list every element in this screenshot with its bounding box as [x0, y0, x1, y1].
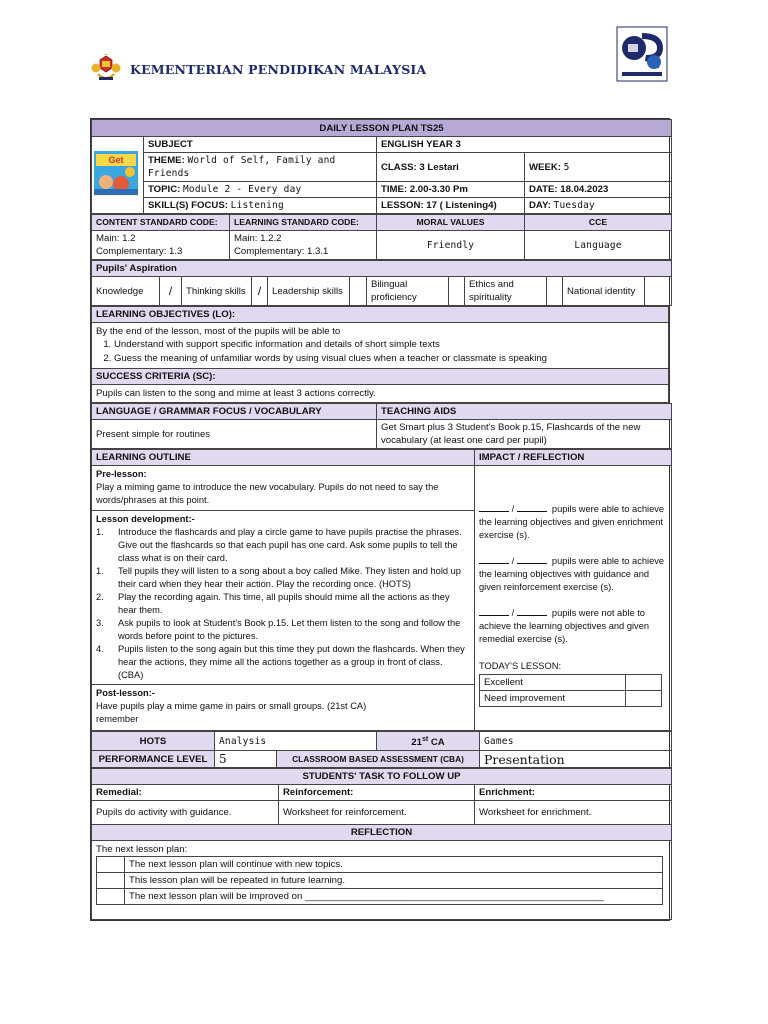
reflection-label: REFLECTION — [92, 825, 672, 841]
class-value: CLASS: 3 Lestari — [377, 153, 525, 182]
objectives-table — [91, 306, 669, 403]
aspiration-table — [91, 260, 672, 306]
lesson-value: LESSON: 17 ( Listening4) — [377, 198, 525, 214]
post-lesson-text: Have pupils play a mime game in pairs or small groups. (21st CA) — [96, 701, 367, 711]
reflection-option: The next lesson plan will be improved on ________________________________________________________ — [125, 889, 663, 905]
enrichment-label: Enrichment: — [475, 785, 672, 801]
reflection-checkbox[interactable] — [97, 889, 125, 905]
development-step: 3. Ask pupils to look at Student's Book p.15. Let them listen to the song and follow the words before point to the pictures. — [96, 618, 461, 641]
malaysia-crest-icon — [90, 54, 122, 84]
21st-ca-value: Games — [480, 732, 672, 751]
outline-table — [91, 449, 672, 731]
aspiration-item: Thinking skills — [182, 277, 252, 306]
aspiration-item: Bilingual proficiency — [367, 277, 449, 306]
moral-values-label: MORAL VALUES — [377, 215, 525, 231]
day-value: Tuesday — [553, 200, 595, 211]
success-criteria-text: Pupils can listen to the song and mime at least 3 actions correctly. — [92, 385, 669, 403]
objective-item: 1. Understand with support specific information and details of short simple texts — [114, 338, 664, 351]
teaching-aids-text: Get Smart plus 3 Student's Book p.15, Flashcards of the new vocabulary (at least one card per pupil) — [377, 420, 672, 449]
excellent-checkbox[interactable] — [626, 675, 662, 691]
performance-level-label: PERFORMANCE LEVEL — [92, 751, 215, 768]
theme-label: THEME: — [148, 155, 185, 166]
reflection-checkbox[interactable] — [97, 873, 125, 889]
time-value: TIME: 2.00-3.30 Pm — [377, 182, 525, 198]
excellent-option: Excellent — [480, 675, 626, 691]
development-step: 2. Play the recording again. This time, all pupils should mime all the actions as they hear them. — [96, 592, 450, 615]
impact-label: IMPACT / REFLECTION — [475, 450, 672, 466]
outline-label: LEARNING OUTLINE — [92, 450, 475, 466]
21st-ca-label: 21st CA — [377, 732, 480, 751]
focus-text: Present simple for routines — [92, 420, 377, 449]
success-criteria-label: SUCCESS CRITERIA (SC): — [92, 369, 669, 385]
objectives-intro: By the end of the lesson, most of the pupils will be able to — [96, 326, 341, 337]
aspiration-item: Leadership skills — [268, 277, 350, 306]
aspiration-mark — [645, 277, 672, 306]
cba-value: Presentation — [480, 751, 672, 768]
impact-enrichment: / pupils were able to achieve the learning objectives and given enrichment exercise (s). — [479, 504, 665, 540]
aspiration-item: Knowledge — [92, 277, 160, 306]
focus-table — [91, 403, 672, 449]
development-step: 1. Introduce the flashcards and play a circle game to have pupils practise the phrases. Give out the flashcards so that each pupil has one card. Ask some pupils to tell the class what is on their card. — [96, 527, 462, 563]
todays-lesson-label: TODAY'S LESSON: — [479, 661, 562, 671]
week-value: 5 — [563, 161, 570, 173]
theme-value: World of Self, Family and Friends — [148, 155, 336, 179]
ts25-logo-icon — [616, 26, 668, 82]
date-value: DATE: 18.04.2023 — [525, 182, 672, 198]
content-main: Main: 1.2 — [96, 233, 136, 244]
tasks-label: STUDENTS' TASK TO FOLLOW UP — [92, 769, 672, 785]
development-step: 1. Tell pupils they will listen to a song about a boy called Mike. They listen and hold up their card when they hear their action. Play the recording once. (HOTS) — [96, 566, 461, 589]
reflection-options-table — [96, 856, 663, 905]
cce-value: Language — [525, 231, 672, 260]
topic-label: TOPIC: — [148, 184, 181, 195]
need-improvement-option: Need improvement — [480, 691, 626, 707]
reflection-option: The next lesson plan will continue with new topics. — [125, 857, 663, 873]
tasks-table — [91, 768, 672, 920]
aspiration-item: Ethics and spirituality — [465, 277, 547, 306]
aspiration-mark — [449, 277, 465, 306]
post-lesson-label: Post-lesson:- — [96, 688, 155, 698]
aspiration-mark: / — [252, 277, 268, 306]
standards-table — [91, 214, 672, 260]
objective-item: 2. Guess the meaning of unfamiliar words by using visual clues when a teacher or classmate is speaking — [114, 352, 664, 365]
lesson-development-label: Lesson development:- — [96, 514, 195, 524]
learning-main: Main: 1.2.2 — [234, 233, 282, 244]
reflection-option: This lesson plan will be repeated in future learning. — [125, 873, 663, 889]
get-smart-book-icon — [94, 151, 138, 195]
teaching-aids-label: TEACHING AIDS — [377, 404, 672, 420]
plan-header-table — [91, 119, 672, 214]
hots-label: HOTS — [92, 732, 215, 751]
content-standard-label: CONTENT STANDARD CODE: — [92, 215, 230, 231]
reinforcement-text: Worksheet for reinforcement. — [279, 801, 475, 825]
ministry-name: KEMENTERIAN PENDIDIKAN MALAYSIA — [130, 61, 427, 77]
content-complementary: Complementary: 1.3 — [96, 246, 183, 257]
focus-label: LANGUAGE / GRAMMAR FOCUS / VOCABULARY — [92, 404, 377, 420]
day-label: DAY: — [529, 200, 551, 211]
subject-value: ENGLISH YEAR 3 — [377, 137, 672, 153]
pre-lesson-text: Play a miming game to introduce the new vocabulary. Pupils do not need to say the words/phrases at this point. — [96, 482, 439, 505]
objectives-label: LEARNING OBJECTIVES (LO): — [92, 307, 669, 323]
need-improvement-checkbox[interactable] — [626, 691, 662, 707]
svg-text:Get: Get — [108, 155, 124, 165]
aspiration-mark: / — [160, 277, 182, 306]
aspiration-mark — [350, 277, 367, 306]
moral-value: Friendly — [377, 231, 525, 260]
topic-value: Module 2 - Every day — [183, 184, 302, 195]
aspiration-label: Pupils' Aspiration — [92, 261, 672, 277]
week-label: WEEK: — [529, 161, 561, 173]
hots-value: Analysis — [215, 732, 377, 751]
todays-lesson-table — [479, 674, 662, 707]
skill-label: SKILL(S) FOCUS: — [148, 200, 228, 211]
textbook-thumbnail — [92, 137, 144, 214]
impact-reinforcement: / pupils were able to achieve the learning objectives with guidance and given reinforcement exercise (s). — [479, 556, 665, 592]
subject-label: SUBJECT — [144, 137, 377, 153]
assessment-table — [91, 731, 672, 768]
remedial-label: Remedial: — [92, 785, 279, 801]
reinforcement-label: Reinforcement: — [279, 785, 475, 801]
learning-complementary: Complementary: 1.3.1 — [234, 246, 329, 257]
performance-level-value: 5 — [215, 751, 277, 768]
lesson-plan-sheet — [90, 118, 670, 921]
learning-standard-label: LEARNING STANDARD CODE: — [230, 215, 377, 231]
aspiration-item: National identity — [563, 277, 645, 306]
pre-lesson-label: Pre-lesson: — [96, 469, 147, 479]
reflection-intro: The next lesson plan: — [96, 844, 188, 856]
enrichment-text: Worksheet for enrichment. — [475, 801, 672, 825]
post-lesson-extra: remember — [96, 714, 139, 724]
plan-title: DAILY LESSON PLAN TS25 — [92, 120, 672, 137]
skill-value: Listening — [230, 200, 284, 211]
aspiration-mark — [547, 277, 563, 306]
development-step: 4. Pupils listen to the song again but this time they put down the flashcards. When they hear the actions, they mime all the actions together as a group in front of class. (CBA) — [96, 644, 465, 680]
remedial-text: Pupils do activity with guidance. — [92, 801, 279, 825]
cce-label: CCE — [525, 215, 672, 231]
reflection-checkbox[interactable] — [97, 857, 125, 873]
cba-label: CLASSROOM BASED ASSESSMENT (CBA) — [277, 751, 480, 768]
impact-remedial: / pupils were not able to achieve the learning objectives and given remedial exercise (s). — [479, 608, 650, 644]
ministry-header — [90, 52, 426, 86]
